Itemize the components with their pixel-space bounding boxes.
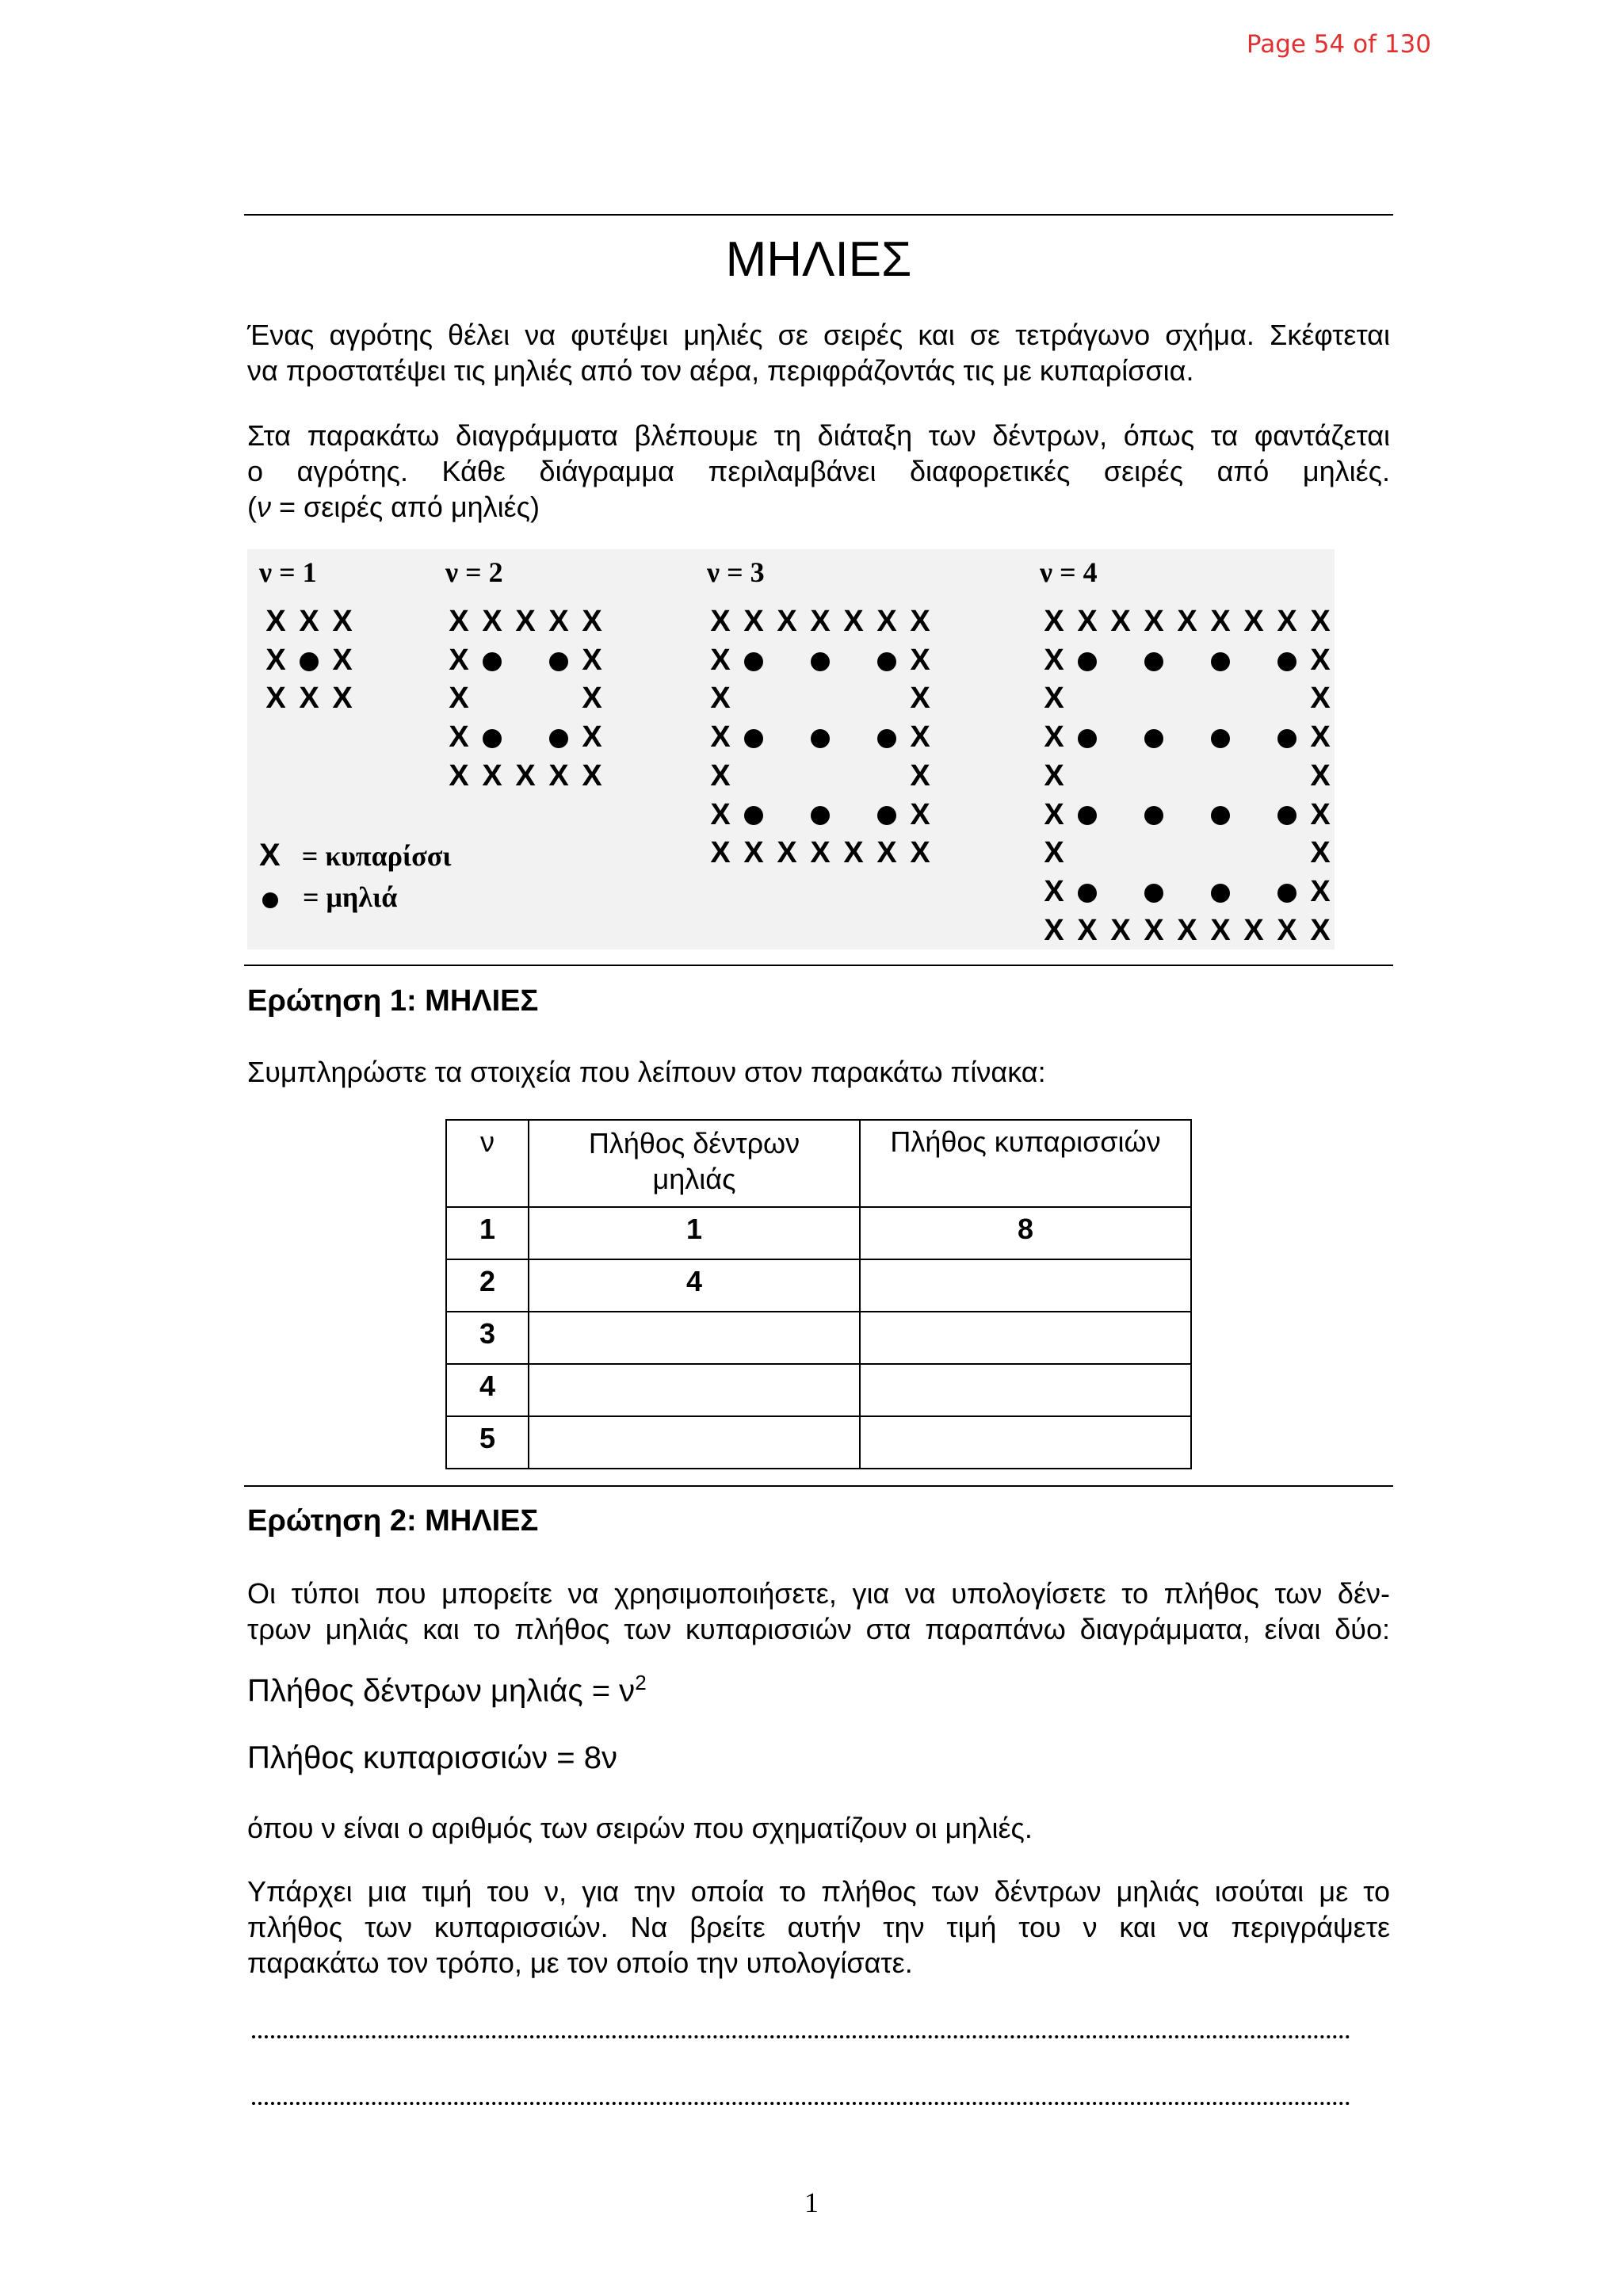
question-1-heading: Ερώτηση 1: ΜΗΛΙΕΣ <box>247 984 539 1018</box>
cypress-mark: X <box>332 682 353 716</box>
cypress-mark: X <box>910 758 930 793</box>
apple-tree-dot <box>1277 806 1296 825</box>
table-cell-apple-trees[interactable]: 4 <box>529 1259 860 1312</box>
cypress-mark: X <box>710 836 731 870</box>
page-indicator: Page 54 of 130 <box>1246 30 1431 59</box>
cypress-mark: X <box>332 605 353 638</box>
cypress-mark: X <box>810 836 831 870</box>
cypress-mark: X <box>1177 605 1197 638</box>
apple-tree-dot <box>549 729 568 748</box>
cypress-mark: X <box>777 605 797 638</box>
cypress-mark: X <box>910 836 930 870</box>
table-header-apple-line-1: Πλήθος δέντρων <box>588 1127 800 1159</box>
table-header-apple-trees <box>529 1120 860 1207</box>
apple-tree-dot-icon <box>262 892 278 908</box>
cypress-symbol: X <box>259 838 281 873</box>
table-cell-cypresses[interactable] <box>860 1416 1191 1469</box>
apple-tree-dot <box>811 729 830 748</box>
answer-line-2[interactable] <box>252 2102 1350 2105</box>
diagram-line-3-rest: = σειρές από μηλιές) <box>271 491 540 523</box>
apple-tree-dot-icon <box>1270 873 1304 911</box>
cypress-mark: X <box>710 605 731 638</box>
diagram-label-n4: ν = 4 <box>1040 556 1098 588</box>
apple-tree-dot-icon <box>737 718 770 756</box>
apple-tree-dot-icon <box>542 641 575 679</box>
cypress-mark: X <box>1144 913 1164 947</box>
cypress-mark: X <box>1310 682 1331 716</box>
apple-tree-dot <box>877 806 896 825</box>
cypress-mark: X <box>582 758 602 793</box>
cypress-mark: X <box>548 758 569 793</box>
legend-apple <box>262 881 397 914</box>
divider-rule-2 <box>244 1485 1393 1487</box>
apple-tree-dot-icon <box>737 641 770 679</box>
cypress-mark: X <box>265 605 286 638</box>
cypress-mark: X <box>449 605 469 638</box>
apple-tree-dot-icon <box>1204 718 1237 756</box>
cypress-mark: X <box>1077 913 1098 947</box>
diagram-label-n3: ν = 3 <box>707 556 765 588</box>
legend-cypress <box>259 838 451 873</box>
top-rule <box>244 214 1393 216</box>
answer-table <box>445 1119 1192 1469</box>
cypress-mark: X <box>910 720 930 755</box>
question-2-intro <box>247 1576 1390 1647</box>
apple-tree-dot <box>1277 884 1296 903</box>
diagram-label-n1: ν = 1 <box>259 556 317 588</box>
cypress-mark: X <box>910 605 930 638</box>
intro-paragraph <box>247 317 1390 388</box>
apple-tree-dot <box>1078 884 1097 903</box>
formula-cypresses: Πλήθος κυπαρισσιών = 8ν <box>247 1740 618 1775</box>
cypress-mark: X <box>810 605 831 638</box>
cypress-mark: X <box>1044 797 1064 831</box>
apple-tree-dot-icon <box>804 718 837 756</box>
cypress-mark: X <box>710 758 731 793</box>
question-1-instruction: Συμπληρώστε τα στοιχεία που λείπουν στον παρακάτω πίνακα: <box>247 1056 1046 1088</box>
table-row <box>446 1259 1191 1312</box>
cypress-mark: X <box>710 797 731 831</box>
cypress-mark: X <box>777 836 797 870</box>
table-cell-n: 3 <box>446 1312 529 1364</box>
apple-tree-dot <box>1277 729 1296 748</box>
answer-line-1[interactable] <box>252 2035 1350 2038</box>
apple-tree-dot <box>877 652 896 671</box>
table-cell-apple-trees[interactable] <box>529 1312 860 1364</box>
apple-tree-dot <box>1144 729 1163 748</box>
diagram-line-1: Στα παρακάτω διαγράμματα βλέπουμε τη διάταξη των δέντρων, όπως τα φαντάζεται <box>247 419 1390 452</box>
apple-tree-dot-icon <box>870 718 903 756</box>
table-row <box>446 1364 1191 1416</box>
cypress-mark: X <box>1310 758 1331 793</box>
question-2-task-line-3: παρακάτω τον τρόπο, με τον οποίο την υπολογίσατε. <box>247 1946 913 1979</box>
cypress-mark: X <box>1310 605 1331 638</box>
table-row <box>446 1416 1191 1469</box>
cypress-mark: X <box>515 758 536 793</box>
cypress-mark: X <box>1210 605 1231 638</box>
diagram-line-3-variable: ν <box>257 491 271 523</box>
apple-tree-dot <box>483 729 502 748</box>
cypress-mark: X <box>876 605 897 638</box>
cypress-mark: X <box>1044 720 1064 755</box>
cypress-mark: X <box>1310 874 1331 908</box>
apple-tree-dot-icon <box>1071 796 1104 834</box>
cypress-mark: X <box>1044 605 1064 638</box>
cypress-mark: X <box>1110 913 1131 947</box>
formula-apple-trees-exponent: 2 <box>635 1671 647 1694</box>
cypress-mark: X <box>1243 913 1264 947</box>
table-cell-n: 1 <box>446 1207 529 1259</box>
table-header-cypresses: Πλήθος κυπαρισσιών <box>860 1120 1191 1207</box>
cypress-mark: X <box>1044 874 1064 908</box>
cypress-mark: X <box>743 605 764 638</box>
apple-tree-dot-icon <box>1204 641 1237 679</box>
apple-tree-dot <box>811 652 830 671</box>
apple-tree-dot <box>1144 884 1163 903</box>
cypress-mark: X <box>710 643 731 677</box>
intro-line-1: Ένας αγρότης θέλει να φυτέψει μηλιές σε σειρές και σε τετράγωνο σχήμα. Σκέφτεται <box>247 319 1390 351</box>
apple-tree-dot-icon <box>1137 718 1170 756</box>
table-cell-apple-trees[interactable] <box>529 1364 860 1416</box>
legend-cypress-label: = κυπαρίσσι <box>301 840 452 872</box>
cypress-mark: X <box>1110 605 1131 638</box>
apple-tree-dot <box>300 652 319 671</box>
apple-tree-dot-icon <box>1270 641 1304 679</box>
cypress-mark: X <box>1044 682 1064 716</box>
table-cell-n: 2 <box>446 1259 529 1312</box>
cypress-mark: X <box>1277 605 1297 638</box>
intro-line-2: να προστατέψει τις μηλιές από τον αέρα, περιφράζοντάς τις με κυπαρίσσια. <box>247 354 1194 387</box>
cypress-mark: X <box>482 758 502 793</box>
apple-tree-dot <box>483 652 502 671</box>
apple-tree-dot-icon <box>475 718 509 756</box>
apple-tree-dot <box>811 806 830 825</box>
apple-tree-dot-icon <box>1137 641 1170 679</box>
apple-tree-dot <box>744 806 763 825</box>
question-2-task-line-1: Υπάρχει μια τιμή του ν, για την οποία το πλήθος των δέντρων μηλιάς ισούται με το <box>247 1875 1390 1908</box>
cypress-mark: X <box>743 836 764 870</box>
apple-tree-dot <box>1211 884 1230 903</box>
cypress-mark: X <box>1277 913 1297 947</box>
table-row <box>446 1312 1191 1364</box>
apple-tree-dot <box>1211 729 1230 748</box>
diagram-line-3-open: ( <box>247 491 257 523</box>
cypress-mark: X <box>582 720 602 755</box>
apple-tree-dot <box>1211 806 1230 825</box>
cypress-mark: X <box>449 682 469 716</box>
cypress-mark: X <box>1177 913 1197 947</box>
question-2-intro-line-1: Οι τύποι που μπορείτε να χρησιμοποιήσετε, για να υπολογίσετε το πλήθος των δέν- <box>247 1577 1390 1610</box>
apple-tree-dot-icon <box>870 796 903 834</box>
cypress-mark: X <box>299 682 319 716</box>
cypress-mark: X <box>582 682 602 716</box>
apple-tree-dot-icon <box>1071 718 1104 756</box>
diagram-paragraph <box>247 418 1390 525</box>
cypress-mark: X <box>482 605 502 638</box>
apple-tree-dot-icon <box>1137 796 1170 834</box>
apple-tree-dot-icon <box>1270 796 1304 834</box>
apple-tree-dot <box>549 652 568 671</box>
question-2-task-line-2: πλήθος των κυπαρισσιών. Να βρείτε αυτήν την τιμή του ν και να περιγράψετε <box>247 1911 1390 1943</box>
table-header-apple-line-2: μηλιάς <box>652 1163 736 1195</box>
apple-tree-dot <box>744 729 763 748</box>
formula-apple-trees-text: Πλήθος δέντρων μηλιάς = ν <box>247 1673 636 1709</box>
question-2-task <box>247 1874 1390 1981</box>
cypress-mark: X <box>876 836 897 870</box>
diagram-line-3 <box>247 489 1390 525</box>
apple-tree-dot <box>1211 652 1230 671</box>
cypress-mark: X <box>299 605 319 638</box>
cypress-mark: X <box>1044 913 1064 947</box>
orchard-diagram <box>247 549 1335 949</box>
cypress-mark: X <box>548 605 569 638</box>
apple-tree-dot-icon <box>804 641 837 679</box>
table-cell-apple-trees[interactable]: 1 <box>529 1207 860 1259</box>
apple-tree-dot-icon <box>737 796 770 834</box>
table-header-n: ν <box>446 1120 529 1207</box>
cypress-mark: X <box>1243 605 1264 638</box>
apple-tree-dot <box>877 729 896 748</box>
table-cell-cypresses[interactable] <box>860 1259 1191 1312</box>
cypress-mark: X <box>1044 758 1064 793</box>
cypress-mark: X <box>710 682 731 716</box>
apple-tree-dot-icon <box>292 641 326 679</box>
diagram-line-2: ο αγρότης. Κάθε διάγραμμα περιλαμβάνει διαφορετικές σειρές από μηλιές. <box>247 455 1390 487</box>
cypress-mark: X <box>910 797 930 831</box>
page-title: ΜΗΛΙΕΣ <box>725 232 912 287</box>
cypress-mark: X <box>1144 605 1164 638</box>
formula-apple-trees <box>247 1671 647 1709</box>
cypress-mark: X <box>1044 643 1064 677</box>
question-2-heading: Ερώτηση 2: ΜΗΛΙΕΣ <box>247 1504 539 1538</box>
cypress-mark: X <box>710 720 731 755</box>
cypress-mark: X <box>332 643 353 677</box>
cypress-mark: X <box>582 643 602 677</box>
apple-tree-dot-icon <box>475 641 509 679</box>
cypress-mark: X <box>1310 720 1331 755</box>
cypress-mark: X <box>1044 836 1064 870</box>
cypress-mark: X <box>910 682 930 716</box>
cypress-mark: X <box>910 643 930 677</box>
cypress-mark: X <box>1310 643 1331 677</box>
cypress-mark: X <box>265 682 286 716</box>
apple-tree-dot-icon <box>542 718 575 756</box>
apple-tree-dot-icon <box>1071 873 1104 911</box>
cypress-mark: X <box>1310 797 1331 831</box>
cypress-mark: X <box>449 720 469 755</box>
apple-tree-dot <box>1144 806 1163 825</box>
table-cell-cypresses[interactable] <box>860 1364 1191 1416</box>
apple-tree-dot <box>1078 729 1097 748</box>
apple-tree-dot-icon <box>1270 718 1304 756</box>
diagram-label-n2: ν = 2 <box>445 556 503 588</box>
table-cell-cypresses[interactable] <box>860 1312 1191 1364</box>
apple-tree-dot-icon <box>870 641 903 679</box>
cypress-mark: X <box>515 605 536 638</box>
cypress-mark: X <box>449 758 469 793</box>
cypress-mark: X <box>1310 836 1331 870</box>
apple-tree-dot-icon <box>1204 873 1237 911</box>
table-row <box>446 1207 1191 1259</box>
legend-apple-label: = μηλιά <box>303 881 398 913</box>
apple-tree-dot <box>744 652 763 671</box>
cypress-mark: X <box>1310 913 1331 947</box>
question-2-intro-line-2: τρων μηλιάς και το πλήθος των κυπαρισσιών στα παραπάνω διαγράμματα, είναι δύο: <box>247 1613 1390 1645</box>
cypress-mark: X <box>265 643 286 677</box>
divider-rule-1 <box>244 965 1393 966</box>
formula-explanation: όπου ν είναι ο αριθμός των σειρών που σχηματίζουν οι μηλιές. <box>247 1812 1033 1844</box>
apple-tree-dot-icon <box>1137 873 1170 911</box>
apple-tree-dot-icon <box>1204 796 1237 834</box>
table-cell-apple-trees[interactable] <box>529 1416 860 1469</box>
cypress-mark: X <box>582 605 602 638</box>
cypress-mark: X <box>449 643 469 677</box>
cypress-mark: X <box>1210 913 1231 947</box>
cypress-mark: X <box>1077 605 1098 638</box>
apple-tree-dot <box>1078 806 1097 825</box>
footer-page-number: 1 <box>804 2187 819 2218</box>
apple-tree-dot-icon <box>1071 641 1104 679</box>
apple-tree-dot <box>1277 652 1296 671</box>
table-cell-n: 4 <box>446 1364 529 1416</box>
apple-tree-dot <box>1144 652 1163 671</box>
table-cell-n: 5 <box>446 1416 529 1469</box>
apple-tree-dot-icon <box>804 796 837 834</box>
apple-tree-dot <box>1078 652 1097 671</box>
table-header-row <box>446 1120 1191 1207</box>
table-cell-cypresses[interactable]: 8 <box>860 1207 1191 1259</box>
cypress-mark: X <box>843 605 864 638</box>
cypress-mark: X <box>843 836 864 870</box>
